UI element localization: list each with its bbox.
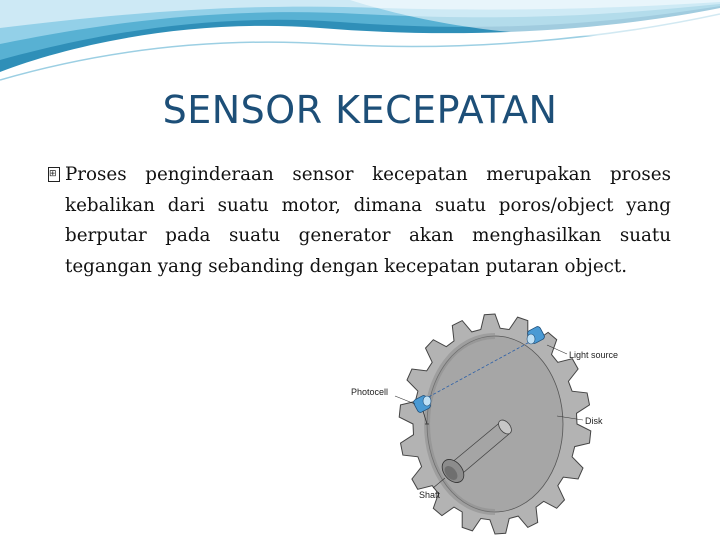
label-disk: Disk	[585, 416, 603, 426]
bullet-icon: ⊞	[48, 167, 60, 182]
bullet-paragraph	[48, 160, 671, 282]
body-text	[48, 160, 671, 282]
slide-title: SENSOR KECEPATAN	[162, 88, 558, 132]
speed-sensor-diagram	[345, 312, 645, 540]
label-light-source: Light source	[569, 350, 619, 360]
label-shaft: Shaft	[419, 490, 441, 500]
label-photocell: Photocell	[351, 387, 389, 397]
header-wave-decoration	[0, 0, 720, 90]
paragraph-text: Proses penginderaan sensor kecepatan merupakan proses kebalikan dari suatu motor, dimana suatu poros/object yang berputar pada suatu generator akan menghasilkan suatu tegangan yang sebanding dengan kecepatan putaran object.	[65, 164, 671, 277]
